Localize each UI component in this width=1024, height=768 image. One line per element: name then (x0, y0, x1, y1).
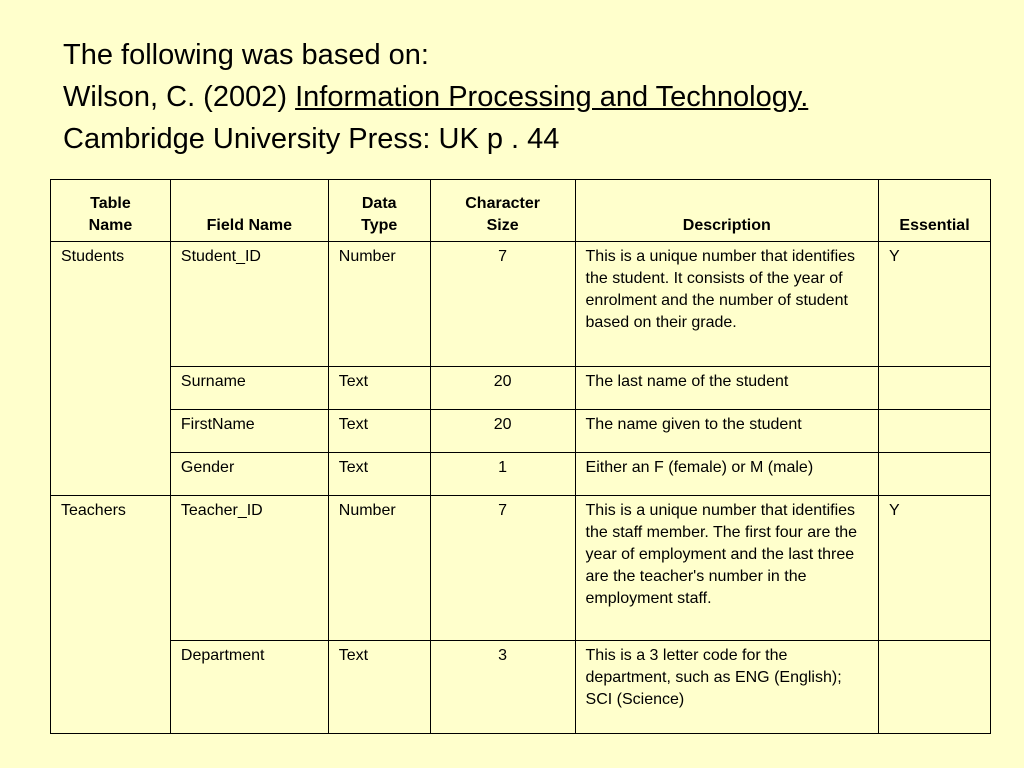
table-row (51, 367, 991, 410)
table-row (51, 641, 991, 734)
heading-line-2 (63, 76, 808, 118)
citation-author: Wilson, C. (2002) (63, 81, 288, 113)
character-size-cell: 7 (430, 242, 575, 367)
essential-cell (879, 367, 991, 410)
essential-cell: Y (879, 242, 991, 367)
header-table-name: Table Name (51, 180, 171, 242)
header-essential: Essential (879, 180, 991, 242)
essential-cell: Y (879, 496, 991, 641)
field-name-cell: Gender (170, 453, 328, 496)
heading-line-3: Cambridge University Press: UK p . 44 (63, 123, 560, 155)
field-name-cell: FirstName (170, 410, 328, 453)
data-type-cell: Text (328, 453, 430, 496)
table-row (51, 410, 991, 453)
table-row (51, 496, 991, 641)
essential-cell (879, 641, 991, 734)
header-data-type: Data Type (328, 180, 430, 242)
description-cell: This is a 3 letter code for the department, such as ENG (English); SCI (Science) (575, 641, 879, 734)
table-name-cell: Students (51, 242, 171, 496)
field-name-cell: Student_ID (170, 242, 328, 367)
character-size-cell: 20 (430, 410, 575, 453)
field-name-cell: Surname (170, 367, 328, 410)
field-name-cell: Teacher_ID (170, 496, 328, 641)
table-row (51, 453, 991, 496)
description-cell: This is a unique number that identifies the student. It consists of the year of enrolment and the number of student based on their grade. (575, 242, 879, 367)
character-size-cell: 1 (430, 453, 575, 496)
essential-cell (879, 453, 991, 496)
essential-cell (879, 410, 991, 453)
character-size-cell: 20 (430, 367, 575, 410)
description-cell: Either an F (female) or M (male) (575, 453, 879, 496)
description-cell: The last name of the student (575, 367, 879, 410)
data-type-cell: Number (328, 242, 430, 367)
character-size-cell: 7 (430, 496, 575, 641)
header-character-size: Character Size (430, 180, 575, 242)
data-type-cell: Text (328, 410, 430, 453)
data-type-cell: Number (328, 496, 430, 641)
character-size-cell: 3 (430, 641, 575, 734)
description-cell: The name given to the student (575, 410, 879, 453)
citation-heading (63, 34, 808, 160)
header-field-name: Field Name (170, 180, 328, 242)
header-description: Description (575, 180, 879, 242)
table-header-row (51, 180, 991, 242)
table-name-cell: Teachers (51, 496, 171, 734)
table-row (51, 242, 991, 367)
heading-line-1: The following was based on: (63, 39, 429, 71)
data-type-cell: Text (328, 367, 430, 410)
field-name-cell: Department (170, 641, 328, 734)
description-cell: This is a unique number that identifies the staff member. The first four are the year of employment and the last three are the teacher's number in the employment staff. (575, 496, 879, 641)
data-type-cell: Text (328, 641, 430, 734)
data-dictionary-table (50, 179, 991, 734)
citation-book-title: Information Processing and Technology. (295, 81, 809, 113)
